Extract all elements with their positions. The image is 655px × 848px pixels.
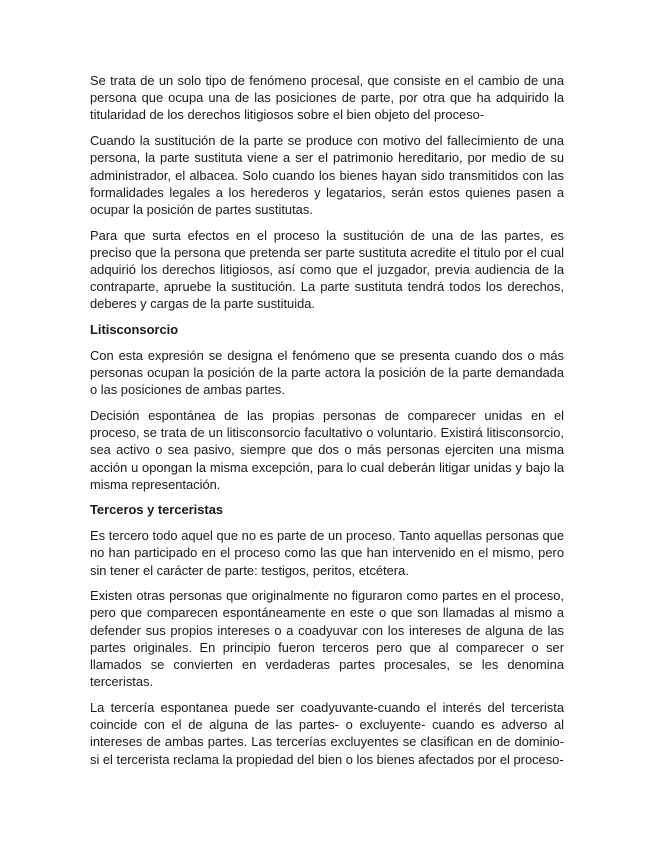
heading-litisconsorcio: Litisconsorcio xyxy=(90,322,179,338)
document-page xyxy=(90,72,564,776)
heading-terceros-terceristas: Terceros y terceristas xyxy=(90,502,224,518)
paragraph-sustitucion-efectos: Para que surta efectos en el proceso la sustitución de una de las partes, es preciso que la persona que pretenda ser parte sustituta acredite el titulo por el cual adquirió los derechos litigiosos, así como que el juzgador, previa audiencia de la contraparte, apruebe la sustitución. La parte sustituta tendrá todos los derechos, deberes y cargas de la parte sustituida. xyxy=(90,227,564,312)
paragraph-sustitucion-fallecimiento: Cuando la sustitución de la parte se produce con motivo del fallecimiento de una persona, la parte sustituta viene a ser el patrimonio hereditario, por medio de su administrador, el albacea. Solo cuando los bienes hayan sido transmitidos con las formalidades legales a los herederos y legatarios, serán estos quienes pasen a ocupar la posición de partes sustitutas. xyxy=(90,133,564,217)
paragraph-terceristas: Existen otras personas que originalmente no figuraron como partes en el proceso, pero que comparecen espontáneamente en este o que son llamadas al mismo a defender sus propios intereses o a coadyuvar con los intereses de alguna de las partes originales. En principio fueron terceros pero que al comparecer o ser llamados se convierten en verdaderas partes procesales, se les denomina terceristas. xyxy=(90,588,564,690)
paragraph-litisconsorcio-voluntario: Decisión espontánea de las propias personas de comparecer unidas en el proceso, se trata de un litisconsorcio facultativo o voluntario. Existirá litisconsorcio, sea activo o sea pasivo, siempre que dos o más personas ejerciten una misma acción u opongan la misma excepción, para lo cual deberán litigar unidas y bajo la misma representación. xyxy=(90,407,564,492)
paragraph-terceria-espontanea: La tercería espontanea puede ser coadyuvante-cuando el interés del tercerista coincide con el de alguna de las partes- o excluyente- cuando es adverso al intereses de ambas partes. Las tercerías excluyentes se clasifican en de dominio-si el tercerista reclama la propiedad del bien o los bienes afectados por el proceso- xyxy=(90,700,564,767)
paragraph-tercero-definicion: Es tercero todo aquel que no es parte de un proceso. Tanto aquellas personas que no han participado en el proceso como las que han intervenido en el mismo, pero sin tener el carácter de parte: testigos, peritos, etcétera. xyxy=(90,528,564,578)
paragraph-litisconsorcio-definicion: Con esta expresión se designa el fenómeno que se presenta cuando dos o más personas ocupan la posición de la parte actora la posición de la parte demandada o las posiciones de ambas partes. xyxy=(90,347,564,398)
paragraph-sustitucion-definicion: Se trata de un solo tipo de fenómeno procesal, que consiste en el cambio de una persona que ocupa una de las posiciones de parte, por otra que ha adquirido la titularidad de los derechos litigiosos sobre el bien objeto del proceso- xyxy=(90,73,564,123)
